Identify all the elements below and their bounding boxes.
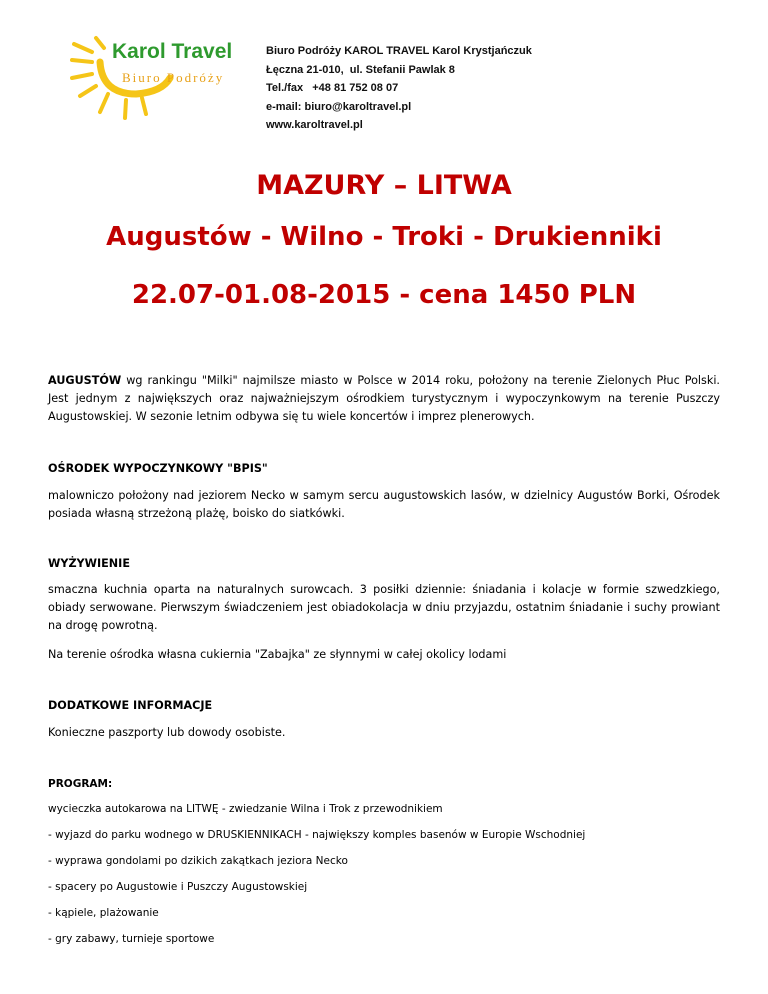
- augustow-lead: AUGUSTÓW: [48, 374, 122, 387]
- program-item: wycieczka autokarowa na LITWĘ - zwiedzanie Wilna i Trok z przewodnikiem: [48, 803, 443, 815]
- company-logo: [70, 32, 250, 122]
- osrodek-heading: OŚRODEK WYPOCZYNKOWY "BPIS": [48, 462, 268, 475]
- page-title: MAZURY – LITWA: [256, 170, 512, 201]
- augustow-text: wg rankingu "Milki" najmilsze miasto w Polsce w 2014 roku, położony na terenie Zielonych Płuc Polski. Jest jednym z największych oraz najważniejszym ośrodkiem turystycznym i wypoczynkowym na terenie Puszczy Augustowskiej. W sezonie letnim odbywa się tu wiele koncertów i imprez plenerowych.: [48, 374, 720, 423]
- company-address: Łęczna 21-010, ul. Stefanii Pawlak 8: [266, 63, 455, 76]
- company-website[interactable]: www.karoltravel.pl: [266, 119, 363, 131]
- osrodek-text: malowniczo położony nad jeziorem Necko w samym sercu augustowskich lasów, w dzielnicy Augustów Borki, Ośrodek posiada własną strzeżoną plażę, boisko do siatkówki.: [48, 489, 720, 520]
- company-email[interactable]: e-mail: biuro@karoltravel.pl: [266, 100, 412, 113]
- dodatkowe-text: Konieczne paszporty lub dowody osobiste.: [48, 726, 286, 739]
- logo-subtitle: Biuro Podróży: [122, 70, 225, 85]
- dates-price-title: 22.07-01.08-2015 - cena 1450 PLN: [131, 280, 637, 310]
- wyzywienie-text: smaczna kuchnia oparta na naturalnych surowcach. 3 posiłki dziennie: śniadania i kolacje w formie szwedzkiego, obiady serwowane. Pierwszym świadczeniem jest obiadokolacja w dniu przyjazdu, ostatnim śniadanie i suchy prowiant na drogę powrotną.: [48, 583, 720, 632]
- contact-block: [266, 42, 532, 135]
- wyzywienie-heading: WYŻYWIENIE: [48, 557, 130, 570]
- route-title: Augustów - Wilno - Troki - Drukienniki: [106, 222, 662, 252]
- company-name: Biuro Podróży KAROL TRAVEL Karol Krystjańczuk: [266, 45, 532, 57]
- program-item: - kąpiele, plażowanie: [48, 907, 159, 919]
- logo-brand: Karol Travel: [112, 40, 233, 63]
- program-item: - wyprawa gondolami po dzikich zakątkach jeziora Necko: [48, 855, 348, 867]
- program-item: - gry zabawy, turnieje sportowe: [48, 933, 215, 945]
- dodatkowe-heading: DODATKOWE INFORMACJE: [48, 699, 213, 712]
- program-item: - wyjazd do parku wodnego w DRUSKIENNIKACH - największy komples basenów w Europie Wschodniej: [48, 829, 586, 841]
- program-item: - spacery po Augustowie i Puszczy Augustowskiej: [48, 881, 308, 893]
- program-heading: PROGRAM:: [48, 778, 113, 790]
- augustow-paragraph: [48, 372, 720, 426]
- company-phone: Tel./fax +48 81 752 08 07: [266, 82, 399, 94]
- wyzywienie-text2: Na terenie ośrodka własna cukiernia "Zabajka" ze słynnymi w całej okolicy lodami: [48, 648, 507, 661]
